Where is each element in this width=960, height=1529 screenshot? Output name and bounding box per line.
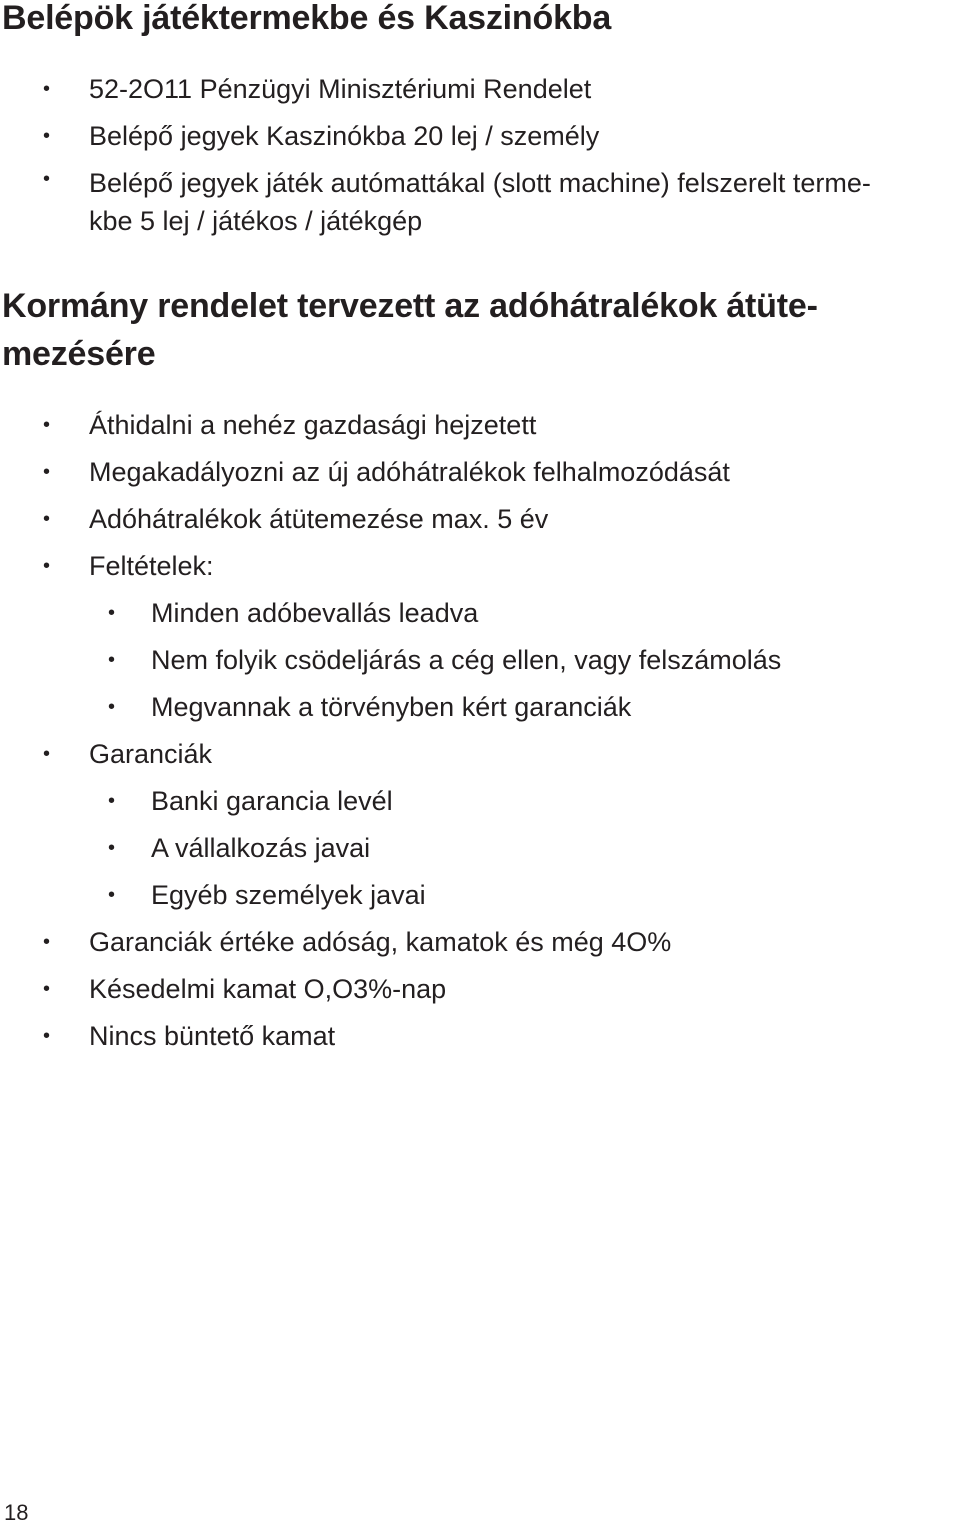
list-item-text: Egyéb személyek javai xyxy=(151,880,426,910)
bullet-icon: • xyxy=(43,743,51,765)
list-item-text: Adóhátralékok átütemezése max. 5 év xyxy=(89,504,549,534)
bullet-icon: • xyxy=(108,649,116,671)
list-item xyxy=(0,919,960,966)
list-item-text: Belépő jegyek Kaszinókba 20 lej / személy xyxy=(89,121,600,151)
heading-line: Kormány rendelet tervezett az adóhátralékok átüte- xyxy=(2,287,818,325)
list-item-text-line: kbe 5 lej / játékos / játékgép xyxy=(89,206,423,236)
list-item xyxy=(0,543,960,590)
list-item-text: 52-2O11 Pénzügyi Minisztériumi Rendelet xyxy=(89,74,592,104)
list-item-text: Minden adóbevallás leadva xyxy=(151,598,479,628)
list-item-text: Feltételek: xyxy=(89,551,214,581)
page-number: 18 xyxy=(4,1500,29,1525)
list-item-text: Késedelmi kamat O,O3%-nap xyxy=(89,974,447,1004)
list-item-text: Nincs büntető kamat xyxy=(89,1021,336,1051)
casino-entry-list xyxy=(0,66,960,245)
bullet-icon: • xyxy=(43,125,51,147)
list-item xyxy=(0,966,960,1013)
bullet-icon: • xyxy=(43,414,51,436)
bullet-icon: • xyxy=(43,508,51,530)
bullet-icon: • xyxy=(43,461,51,483)
sub-list-item xyxy=(0,778,960,825)
bullet-icon: • xyxy=(108,884,116,906)
bullet-icon: • xyxy=(108,696,116,718)
list-item-text-line: Belépő jegyek játék autómattákal (slott machine) felszerelt terme- xyxy=(89,168,871,198)
sub-list-item xyxy=(0,684,960,731)
tax-rescheduling-list xyxy=(0,402,960,1060)
list-item xyxy=(0,160,960,245)
sub-list-item xyxy=(0,590,960,637)
list-item-text: Áthidalni a nehéz gazdasági hejzetett xyxy=(89,410,537,440)
list-item-text: Garanciák xyxy=(89,739,213,769)
list-item-text: Banki garancia levél xyxy=(151,786,393,816)
bullet-icon: • xyxy=(108,790,116,812)
bullet-icon: • xyxy=(43,168,51,190)
sub-list-item xyxy=(0,872,960,919)
section-heading-tax-rescheduling xyxy=(2,282,932,378)
bullet-icon: • xyxy=(43,555,51,577)
list-item xyxy=(0,1013,960,1060)
list-item xyxy=(0,66,960,113)
list-item-text: A vállalkozás javai xyxy=(151,833,371,863)
sub-list-item xyxy=(0,637,960,684)
section-heading-casinos: Belépök játéktermekbe és Kaszinókba xyxy=(2,0,612,37)
list-item-text: Garanciák értéke adóság, kamatok és még 4O% xyxy=(89,927,672,957)
bullet-icon: • xyxy=(108,602,116,624)
sub-list-item xyxy=(0,825,960,872)
bullet-icon: • xyxy=(108,837,116,859)
list-item xyxy=(0,496,960,543)
bullet-icon: • xyxy=(43,931,51,953)
bullet-icon: • xyxy=(43,78,51,100)
list-item-text: Nem folyik csödeljárás a cég ellen, vagy felszámolás xyxy=(151,645,782,675)
heading-line: mezésére xyxy=(2,335,156,373)
list-item xyxy=(0,402,960,449)
list-item-text: Megakadályozni az új adóhátralékok felhalmozódását xyxy=(89,457,730,487)
list-item xyxy=(0,449,960,496)
bullet-icon: • xyxy=(43,978,51,1000)
list-item-text: Megvannak a törvényben kért garanciák xyxy=(151,692,632,722)
list-item xyxy=(0,731,960,778)
list-item xyxy=(0,113,960,160)
bullet-icon: • xyxy=(43,1025,51,1047)
